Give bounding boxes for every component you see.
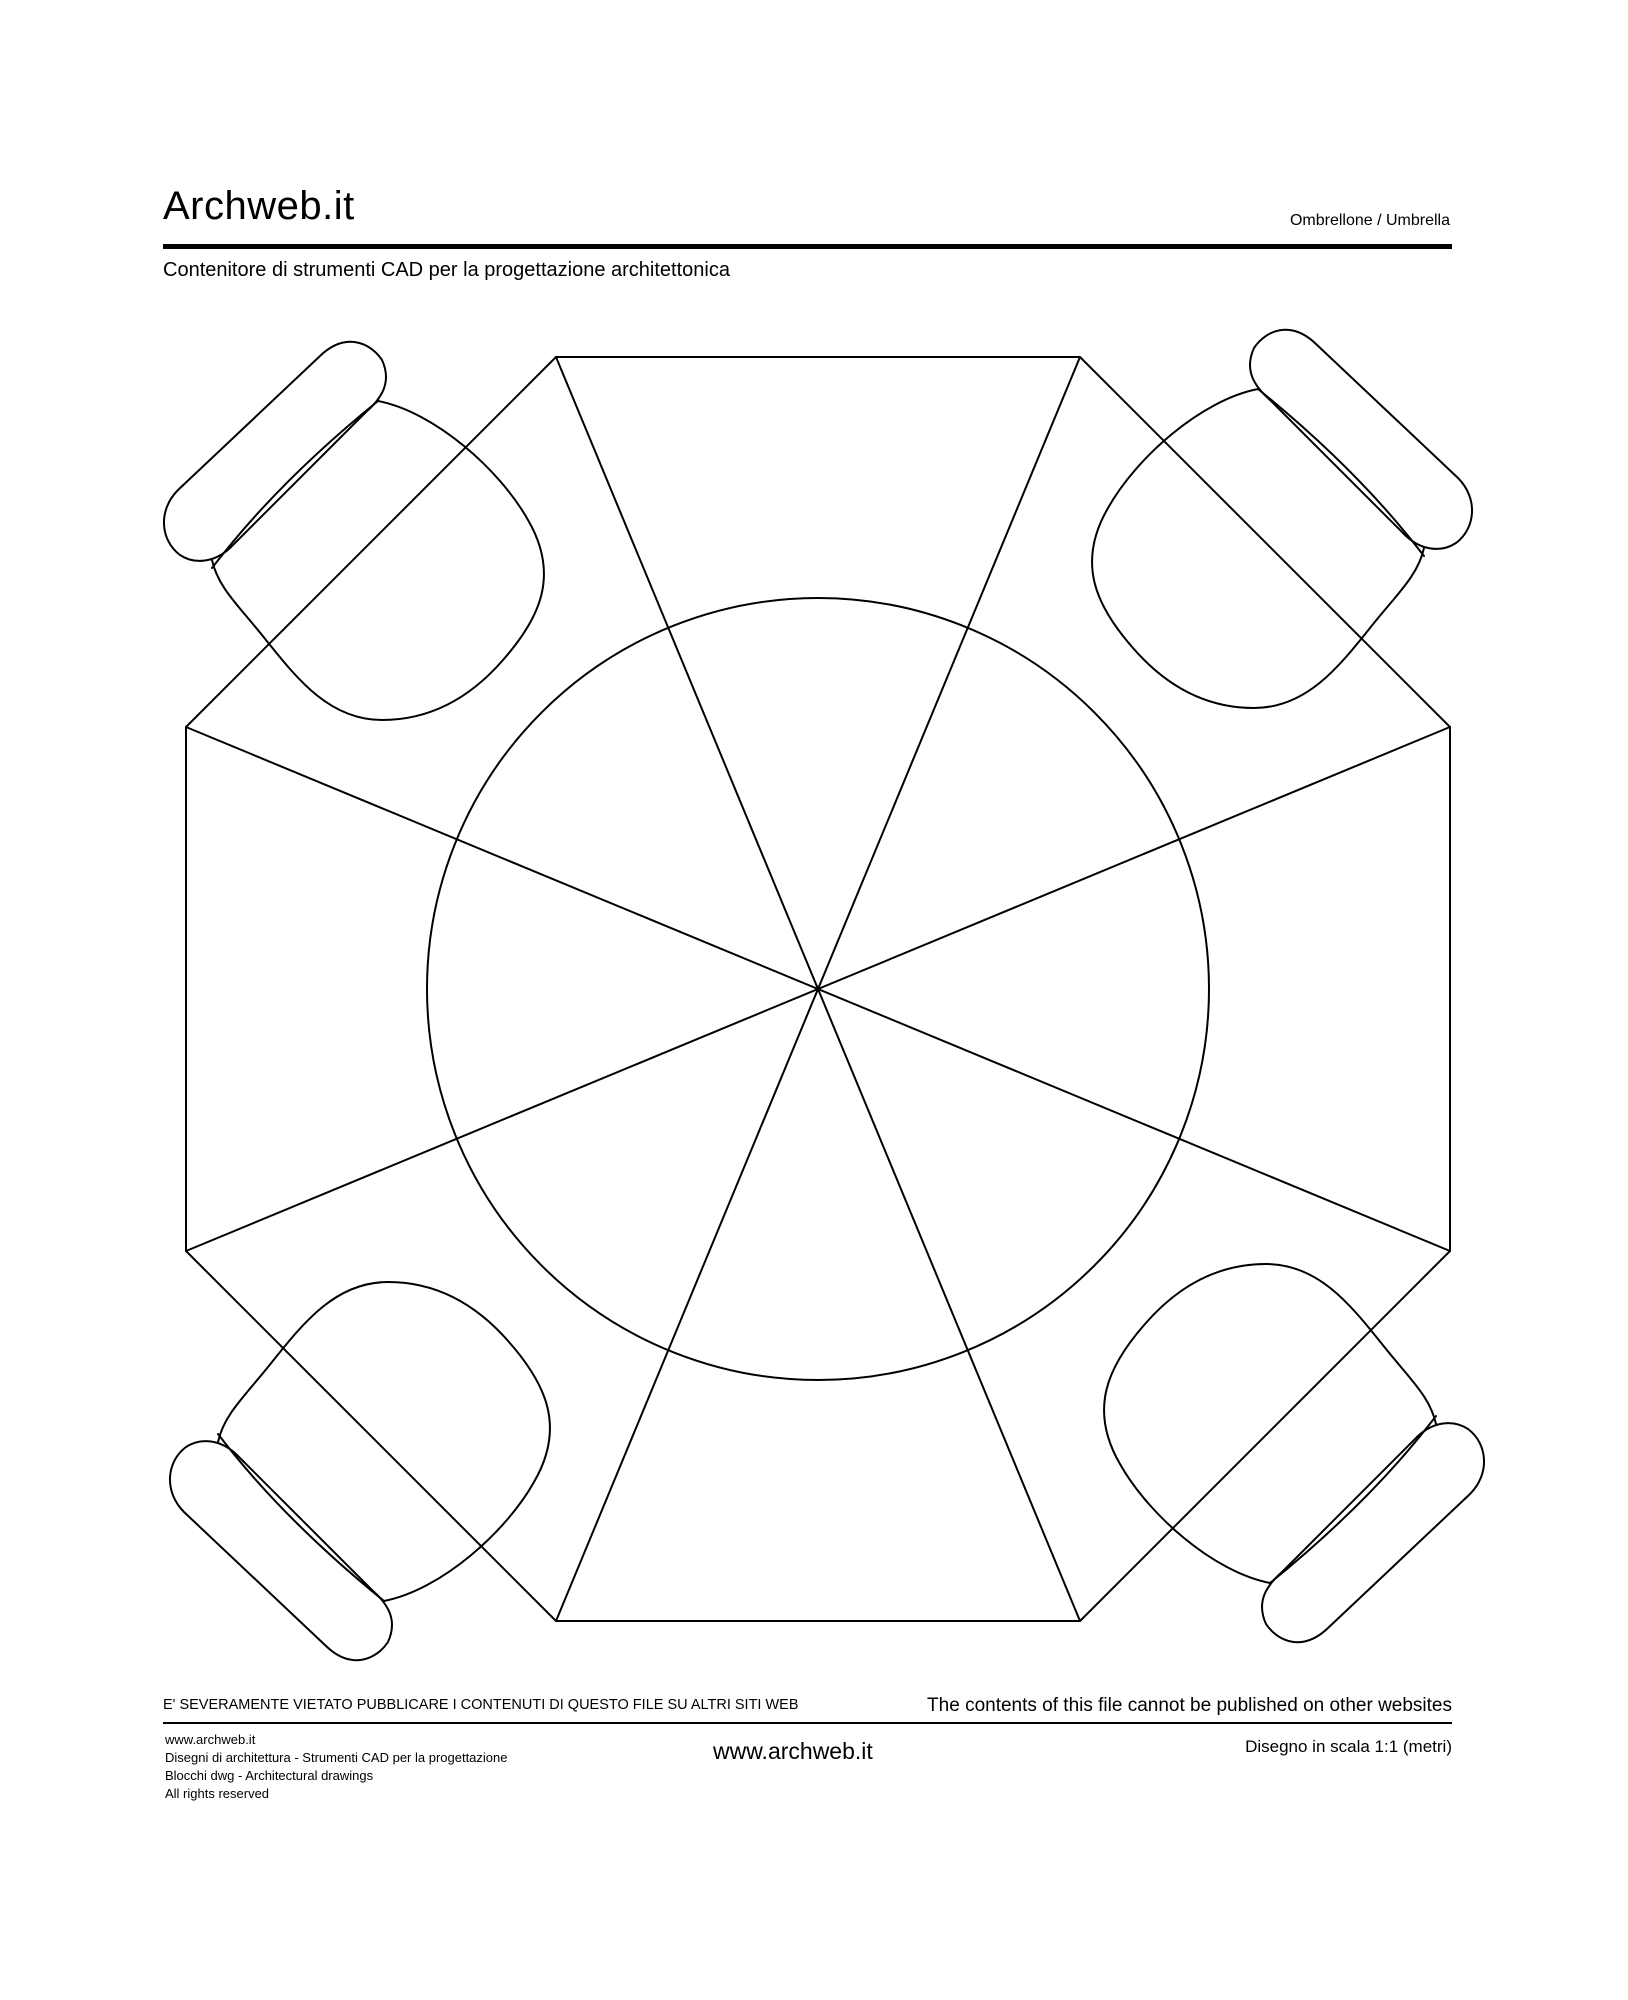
chair-bottom-left-seat [218, 1282, 550, 1601]
footer-credit-line: Blocchi dwg - Architectural drawings [165, 1768, 374, 1783]
brand-title: Archweb.it [163, 184, 355, 228]
footer-credit-line: www.archweb.it [165, 1732, 256, 1747]
chair-bottom-left-backrest [170, 1441, 392, 1660]
drawing-category: Ombrellone / Umbrella [1289, 212, 1450, 229]
umbrella-canopy [186, 357, 1450, 1621]
chair-bottom-right-backrest [1262, 1423, 1484, 1642]
footer-credit-line: All rights reserved [165, 1786, 270, 1801]
footer-website: www.archweb.it [713, 1738, 873, 1764]
chair-top-right [1092, 330, 1472, 708]
brand-subtitle: Contenitore di strumenti CAD per la progettazione architettonica [163, 259, 730, 281]
chair-top-left-seat [212, 401, 544, 720]
footer-divider [163, 1722, 1452, 1724]
chair-top-right-backrest [1250, 330, 1472, 549]
chair-top-right-seat [1092, 389, 1424, 708]
chair-bottom-left [170, 1282, 550, 1660]
copyright-notice-english: The contents of this file cannot be published on other websites [927, 1695, 1452, 1716]
chair-top-left-backrest [164, 342, 386, 561]
chair-bottom-right-seat [1104, 1264, 1436, 1583]
umbrella-ribs [186, 357, 1450, 1621]
footer-credit-line: Disegni di architettura - Strumenti CAD per la progettazione [165, 1750, 508, 1765]
footer-credits [165, 1731, 508, 1803]
chair-top-left [164, 342, 544, 720]
chair-bottom-right [1104, 1264, 1484, 1642]
drawing-scale-note: Disegno in scala 1:1 (metri) [1245, 1737, 1452, 1756]
copyright-notice-italian: E' SEVERAMENTE VIETATO PUBBLICARE I CONTENUTI DI QUESTO FILE SU ALTRI SITI WEB [163, 1697, 799, 1713]
